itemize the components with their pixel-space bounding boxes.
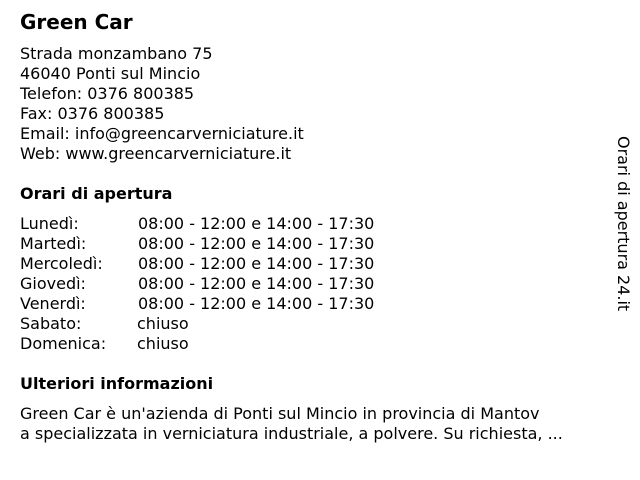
closed-label: chiuso [137,314,189,333]
time-range: 08:00 - 12:00 e 14:00 - 17:30 [138,274,375,293]
day-label: Venerdì: [20,294,86,313]
closed-label: chiuso [137,334,189,353]
day-label: Mercoledì: [20,254,103,273]
day-label: Giovedì: [20,274,86,293]
business-description [20,404,620,444]
address-city: 46040 Ponti sul Mincio [20,64,201,83]
email-address[interactable]: Email: info@greencarverniciature.it [20,124,304,143]
opening-hours-heading: Orari di apertura [20,184,173,203]
time-range: 08:00 - 12:00 e 14:00 - 17:30 [138,234,375,253]
description-line: Green Car è un'azienda di Ponti sul Mincio in provincia di Mantov [20,404,540,423]
phone-number[interactable]: Telefon: 0376 800385 [20,84,195,103]
further-info-heading: Ulteriori informazioni [20,374,214,393]
day-label: Martedì: [20,234,87,253]
time-range: 08:00 - 12:00 e 14:00 - 17:30 [138,214,375,233]
description-line: a specializzata in verniciatura industriale, a polvere. Su richiesta, ... [20,424,563,443]
time-range: 08:00 - 12:00 e 14:00 - 17:30 [138,294,375,313]
fax-number: Fax: 0376 800385 [20,104,165,123]
day-label: Domenica: [20,334,107,353]
time-range: 08:00 - 12:00 e 14:00 - 17:30 [138,254,375,273]
site-watermark[interactable] [612,136,634,312]
day-label: Lunedì: [20,214,79,233]
business-name: Green Car [20,10,133,34]
contact-block [20,44,304,164]
address-street: Strada monzambano 75 [20,44,213,63]
website-url[interactable]: Web: www.greencarverniciature.it [20,144,292,163]
day-label: Sabato: [20,314,82,333]
site-watermark-text: Orari di apertura 24.it [614,136,633,312]
